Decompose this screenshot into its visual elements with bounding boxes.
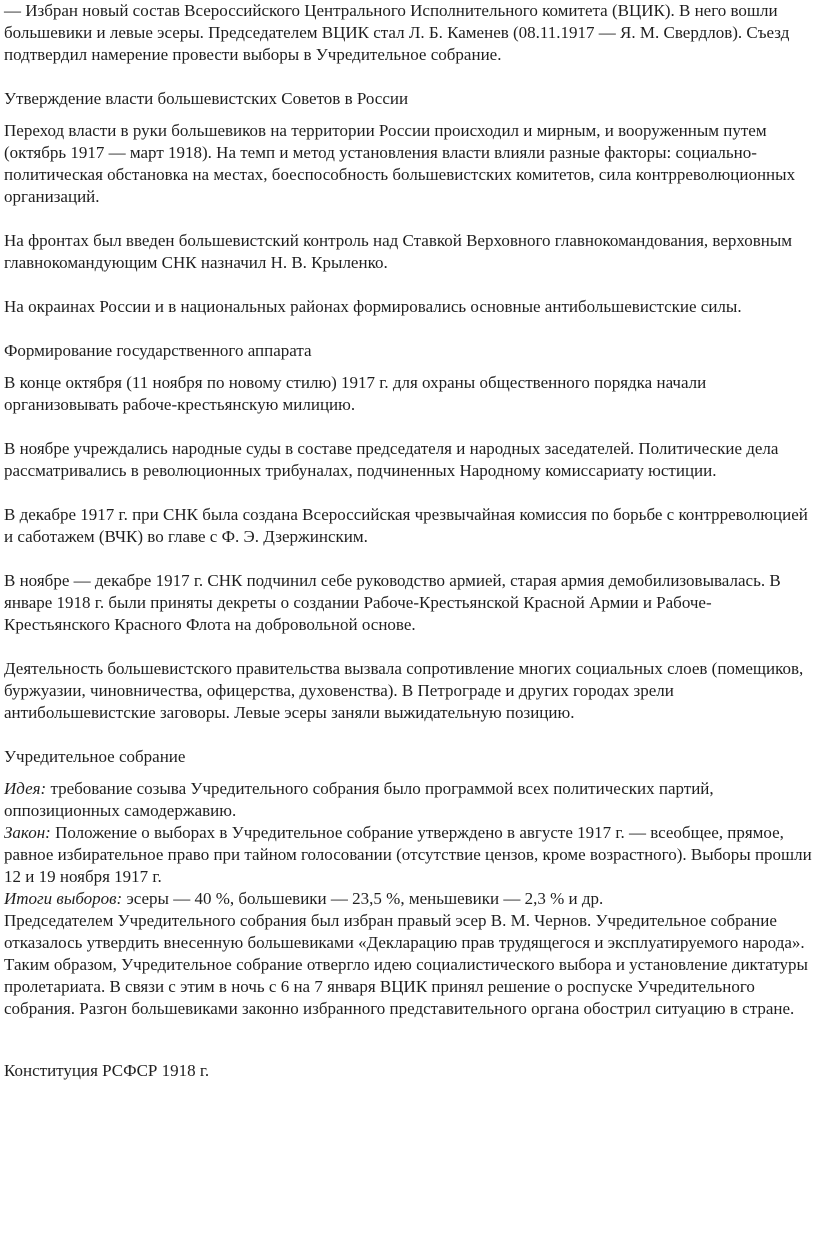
assembly-rest: Председателем Учредительного собрания был избран правый эсер В. М. Чернов. Учредительное собрание отказалось утвердить внесенную большевиками «Декларацию прав трудящегося и эксплуатируемого народа». Таким образом, Учредительное собрание отвергло идею социалистического выбора и установление диктатуры пролетариата. В связи с этим в ночь с 6 на 7 января ВЦИК принял решение о роспуске Учредительного собрания. Разгон большевиками законно избранного представительного органа обострил ситуацию в стране.: [4, 911, 808, 1018]
results-label: Итоги выборов:: [4, 889, 123, 908]
paragraph: На окраинах России и в национальных районах формировались основные антибольшевистские силы.: [4, 297, 742, 316]
results-text: эсеры — 40 %, большевики — 23,5 %, меньшевики — 2,3 % и др.: [122, 889, 604, 908]
constituent-assembly-block: [4, 778, 812, 1020]
law-line: [4, 822, 812, 888]
law-label: Закон:: [4, 823, 51, 842]
results-line: [4, 888, 812, 910]
paragraph: На фронтах был введен большевистский контроль над Ставкой Верховного главнокомандования, верховным главнокомандующим СНК назначил Н. В. Крыленко.: [4, 231, 793, 272]
section-heading-constituent-assembly: Учредительное собрание: [4, 747, 186, 766]
law-text: Положение о выборах в Учредительное собрание утверждено в августе 1917 г. — всеобщее, прямое, равное избирательное право при тайном голосовании (отсутствие цензов, кроме возрастного). Выборы прошли 12 и 19 ноября 1917 г.: [4, 823, 812, 886]
paragraph: В ноябре учреждались народные суды в составе председателя и народных заседателей. Политические дела рассматривались в революционных трибуналах, подчиненных Народному комиссариату юстиции.: [4, 439, 779, 480]
section-heading-constitution: Конституция РСФСР 1918 г.: [4, 1061, 210, 1080]
intro-paragraph: — Избран новый состав Всероссийского Центрального Исполнительного комитета (ВЦИК). В него вошли большевики и левые эсеры. Председателем ВЦИК стал Л. Б. Каменев (08.11.1917 — Я. М. Свердлов). Съезд подтвердил намерение провести выборы в Учредительное собрание.: [4, 1, 790, 64]
section-heading-soviet-power: Утверждение власти большевистских Советов в России: [4, 89, 409, 108]
paragraph: В ноябре — декабре 1917 г. СНК подчинил себе руководство армией, старая армия демобилизовывалась. В январе 1918 г. были приняты декреты о создании Рабоче-Крестьянской Красной Армии и Рабоче-Крестьянского Красного Флота на добровольной основе.: [4, 571, 781, 634]
paragraph: В декабре 1917 г. при СНК была создана Всероссийская чрезвычайная комиссия по борьбе с контрреволюцией и саботажем (ВЧК) во главе с Ф. Э. Дзержинским.: [4, 505, 808, 546]
paragraph: Деятельность большевистского правительства вызвала сопротивление многих социальных слоев (помещиков, буржуазии, чиновничества, офицерства, духовенства). В Петрограде и других городах зрели антибольшевистские заговоры. Левые эсеры заняли выжидательную позицию.: [4, 659, 804, 722]
idea-line: [4, 778, 812, 822]
paragraph: Переход власти в руки большевиков на территории России происходил и мирным, и вооруженным путем (октябрь 1917 — март 1918). На темп и метод установления власти влияли разные факторы: социально-политическая обстановка на местах, боеспособность большевистских комитетов, сила контрреволюционных организаций.: [4, 121, 796, 206]
idea-label: Идея:: [4, 779, 47, 798]
paragraph: В конце октября (11 ноября по новому стилю) 1917 г. для охраны общественного порядка начали организовывать рабоче-крестьянскую милицию.: [4, 373, 707, 414]
idea-text: требование созыва Учредительного собрания было программой всех политических партий, оппозиционных самодержавию.: [4, 779, 714, 820]
section-heading-state-apparatus: Формирование государственного аппарата: [4, 341, 312, 360]
